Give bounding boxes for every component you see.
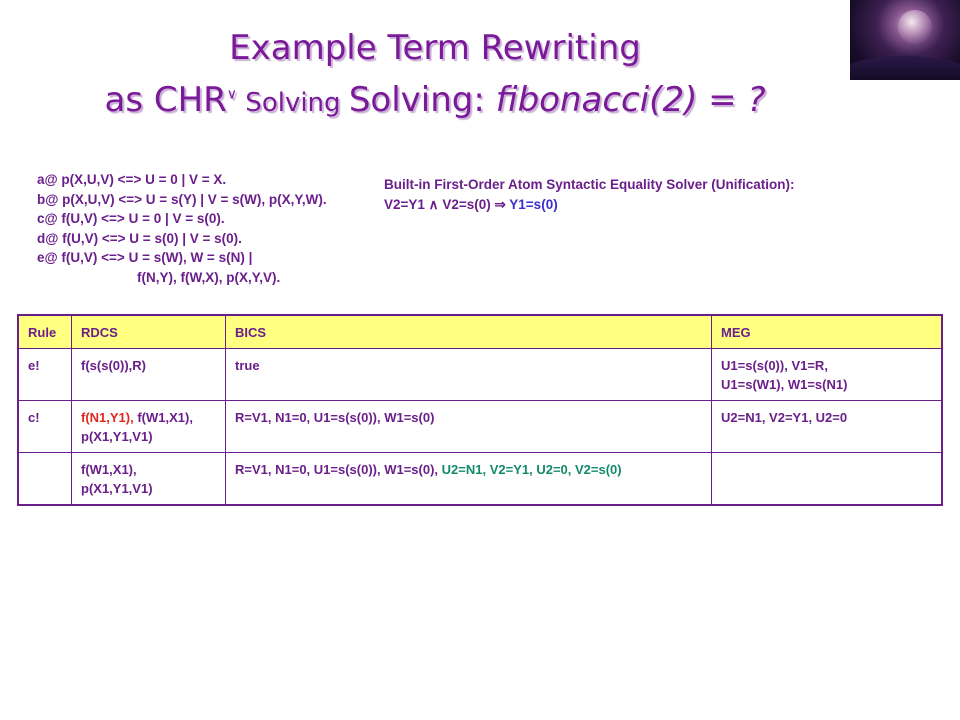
rule-e: e@ f(U,V) <=> U = s(W), W = s(N) |	[37, 250, 253, 266]
header-meg: MEG	[712, 315, 943, 349]
rdcs-rest: f(W1,X1),	[133, 410, 193, 425]
decorative-corner-image	[850, 0, 960, 80]
rewriting-table-wrapper	[17, 314, 943, 506]
slide-title-line2	[0, 80, 870, 120]
title-mid: Solving	[237, 88, 349, 118]
table-row	[18, 401, 942, 453]
cell-bics: true	[226, 349, 712, 401]
header-rule: Rule	[18, 315, 72, 349]
rule-b: b@ p(X,U,V) <=> U = s(Y) | V = s(W), p(X,Y,W).	[37, 191, 327, 207]
meg-line2: U1=s(W1), W1=s(N1)	[721, 377, 848, 392]
chr-rules-block	[37, 170, 327, 288]
title-italic-query: fibonacci(2) = ?	[495, 80, 766, 120]
cell-rule: e!	[18, 349, 72, 401]
rdcs-line2: p(X1,Y1,V1)	[81, 481, 153, 496]
table-row	[18, 349, 942, 401]
orb-graphic	[898, 10, 932, 44]
implies-symbol: ⇒	[494, 196, 506, 212]
title-superscript: ∨	[226, 86, 238, 103]
cell-rule: c!	[18, 401, 72, 453]
solver-heading: Built-in First-Order Atom Syntactic Equality Solver (Unification):	[384, 177, 795, 192]
rdcs-line1: f(W1,X1),	[81, 462, 137, 477]
rule-d: d@ f(U,V) <=> U = s(0) | V = s(0).	[37, 230, 242, 246]
meg-line1: U1=s(s(0)), V1=R,	[721, 358, 828, 373]
wave-graphic	[850, 56, 960, 80]
cell-meg	[712, 453, 943, 506]
rdcs-line1	[81, 408, 219, 427]
cell-meg	[712, 349, 943, 401]
cell-meg: U2=N1, V2=Y1, U2=0	[712, 401, 943, 453]
table-header-row	[18, 315, 942, 349]
header-rdcs: RDCS	[72, 315, 226, 349]
and-symbol: ∧	[428, 196, 439, 212]
solver-conclusion: Y1=s(0)	[505, 196, 558, 212]
rule-e-continuation: f(N,Y), f(W,X), p(X,Y,V).	[137, 269, 281, 285]
cell-bics: R=V1, N1=0, U1=s(s(0)), W1=s(0)	[226, 401, 712, 453]
bics-plain: R=V1, N1=0, U1=s(s(0)), W1=s(0),	[235, 462, 442, 477]
builtin-solver-block	[384, 175, 795, 214]
cell-rdcs	[72, 401, 226, 453]
solver-inference	[384, 195, 795, 215]
title-main: Solving:	[348, 80, 496, 120]
cell-bics	[226, 453, 712, 506]
table-row	[18, 453, 942, 506]
solver-premise-b: V2=s(0)	[438, 196, 495, 212]
rdcs-highlight-red: f(N1,Y1),	[81, 410, 134, 425]
header-bics: BICS	[226, 315, 712, 349]
bics-highlight-green: U2=N1, V2=Y1, U2=0, V2=s(0)	[441, 462, 622, 477]
slide-title-line1: Example Term Rewriting	[229, 28, 641, 68]
cell-rdcs: f(s(s(0)),R)	[72, 349, 226, 401]
rule-c: c@ f(U,V) <=> U = 0 | V = s(0).	[37, 211, 225, 227]
title-prefix: as CHR	[104, 80, 227, 120]
rdcs-line2: p(X1,Y1,V1)	[81, 429, 153, 444]
cell-rdcs	[72, 453, 226, 506]
solver-premise-a: V2=Y1	[384, 196, 429, 212]
rule-a: a@ p(X,U,V) <=> U = 0 | V = X.	[37, 172, 227, 187]
cell-rule	[18, 453, 72, 506]
rewriting-table	[17, 314, 943, 506]
